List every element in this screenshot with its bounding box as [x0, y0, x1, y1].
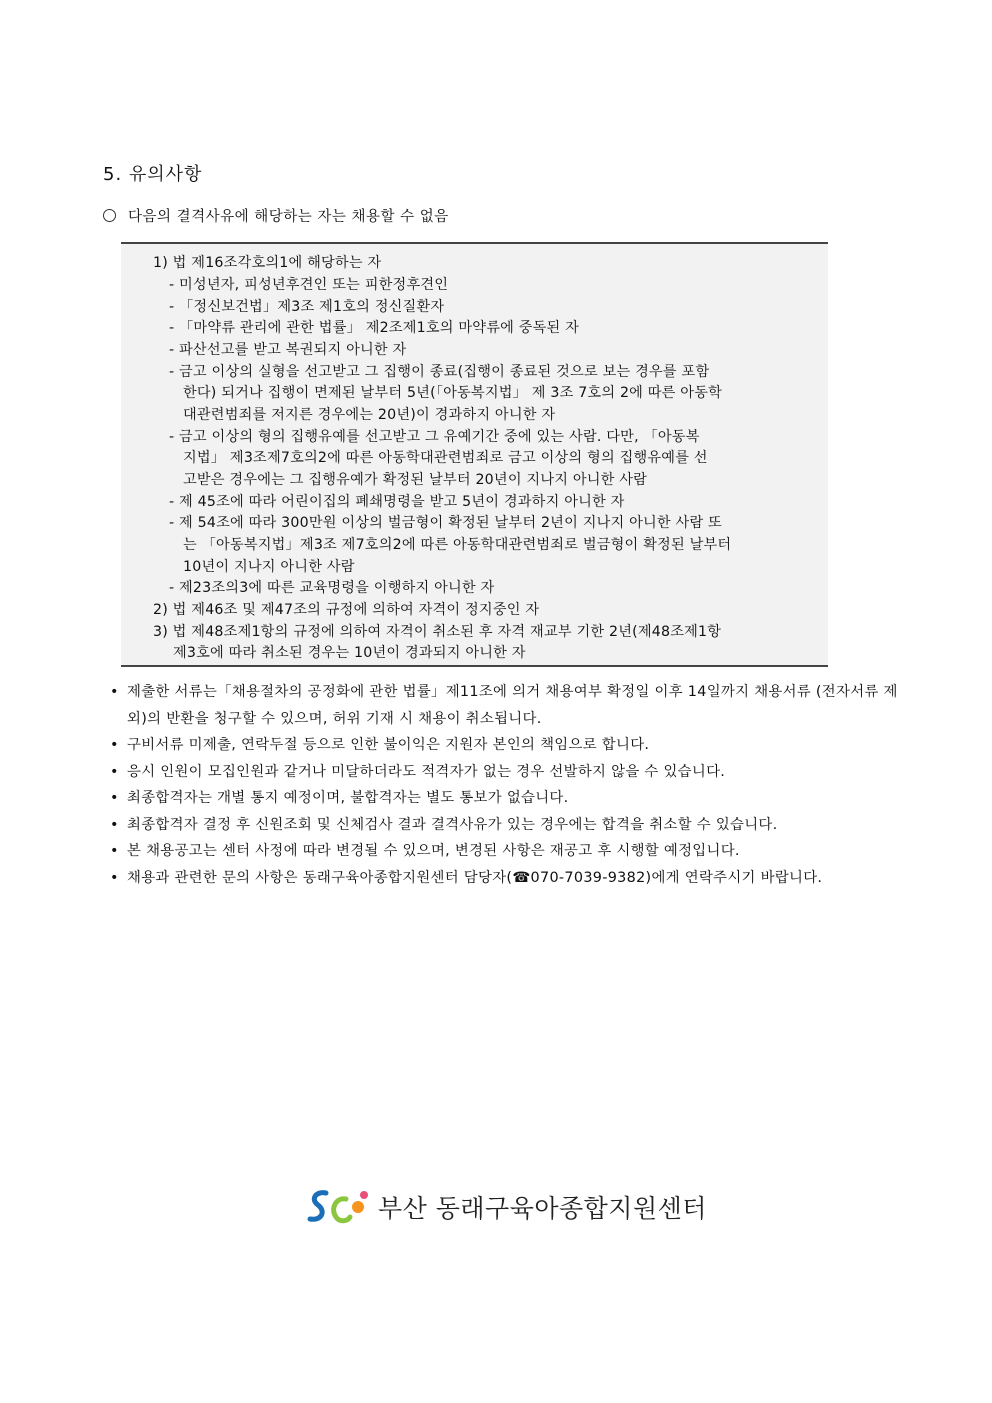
box-line: 10년이 지나지 아니한 사람 [183, 559, 355, 575]
intro-line [103, 205, 449, 226]
box-line: 1) 법 제16조각호의1에 해당하는 자 [153, 255, 382, 271]
box-line: - 「마약류 관리에 관한 법률」 제2조제1호의 마약류에 중독된 자 [169, 320, 580, 336]
box-line: - 파산선고를 받고 복권되지 아니한 자 [169, 342, 407, 358]
box-line: 대관련범죄를 저지른 경우에는 20년)이 경과하지 아니한 자 [183, 407, 556, 423]
list-item: • 최종합격자 결정 후 신원조회 및 신체검사 결과 결격사유가 있는 경우에는 합격을 취소할 수 있습니다. [110, 812, 910, 839]
box-line: - 제 45조에 따라 어린이집의 폐쇄명령을 받고 5년이 경과하지 아니한 자 [169, 494, 625, 510]
bullet-dot-icon: • [110, 816, 119, 833]
box-line: 한다) 되거나 집행이 면제된 날부터 5년(「아동복지법」 제 3조 7호의 2에 따른 아동학 [183, 385, 723, 401]
bullet-dot-icon: • [110, 843, 119, 859]
logo-text: 부산 동래구육아종합지원센터 [378, 1194, 707, 1223]
box-line: - 미성년자, 피성년후견인 또는 피한정후견인 [169, 277, 449, 293]
box-line: - 제 54조에 따라 300만원 이상의 벌금형이 확정된 날부터 2년이 지나지 아니한 사람 또 [169, 515, 722, 531]
bullet-dot-icon: • [110, 869, 119, 886]
box-line: 3) 법 제48조제1항의 규정에 의하여 자격이 취소된 후 자격 재교부 기한 2년(제48조제1항 [153, 624, 722, 640]
box-line: 2) 법 제46조 및 제47조의 규정에 의하여 자격이 정지중인 자 [153, 602, 540, 618]
list-item: • 최종합격자는 개별 통지 예정이며, 불합격자는 별도 통보가 없습니다. [110, 785, 910, 812]
logo-mark-icon [306, 1185, 372, 1229]
box-line: 고받은 경우에는 그 집행유예가 확정된 날부터 20년이 지나지 아니한 사람 [183, 472, 648, 488]
intro-text: 다음의 결격사유에 해당하는 자는 채용할 수 없음 [128, 209, 449, 225]
bullet-dot-icon: • [110, 684, 119, 700]
box-line: 제3호에 따라 취소된 경우는 10년이 경과되지 아니한 자 [173, 645, 526, 661]
list-item: • 응시 인원이 모집인원과 같거나 미달하더라도 적격자가 없는 경우 선발하지 않을 수 있습니다. [110, 759, 910, 786]
circle-bullet-icon [103, 209, 116, 222]
box-line: 는 「아동복지법」제3조 제7호의2에 따른 아동학대관련범죄로 벌금형이 확정된 날부터 [183, 537, 732, 553]
bullet-dot-icon: • [110, 790, 119, 806]
box-line: - 금고 이상의 실형을 선고받고 그 집행이 종료(집행이 종료된 것으로 보는 경우를 포함 [169, 364, 710, 380]
list-item: • 채용과 관련한 문의 사항은 동래구육아종합지원센터 담당자(☎070-7039-9382)에게 연락주시기 바랍니다. [110, 865, 910, 892]
disqualification-box [121, 242, 828, 667]
center-logo [306, 1185, 707, 1229]
box-line: - 금고 이상의 형의 집행유예를 선고받고 그 유예기간 중에 있는 사람. 다만, 「아동복 [169, 429, 700, 445]
list-item: • 구비서류 미제출, 연락두절 등으로 인한 불이익은 지원자 본인의 책임으로 합니다. [110, 732, 910, 759]
section-heading: 5. 유의사항 [103, 164, 203, 185]
bullet-dot-icon: • [110, 737, 119, 753]
box-line: - 제23조의3에 따른 교육명령을 이행하지 아니한 자 [169, 580, 495, 596]
box-line: - 「정신보건법」제3조 제1호의 정신질환자 [169, 299, 445, 315]
notice-list [110, 679, 910, 891]
box-line: 지법」 제3조제7호의2에 따른 아동학대관련범죄로 금고 이상의 형의 집행유예를 선 [183, 450, 708, 466]
bullet-dot-icon: • [110, 763, 119, 780]
list-item: • 제출한 서류는「채용절차의 공정화에 관한 법률」제11조에 의거 채용여부 확정일 이후 14일까지 채용서류 (전자서류 제외)의 반환을 청구할 수 있으며, 허위 기재 시 채용이 취소됩니다. [110, 679, 910, 732]
list-item: • 본 채용공고는 센터 사정에 따라 변경될 수 있으며, 변경된 사항은 재공고 후 시행할 예정입니다. [110, 838, 910, 865]
